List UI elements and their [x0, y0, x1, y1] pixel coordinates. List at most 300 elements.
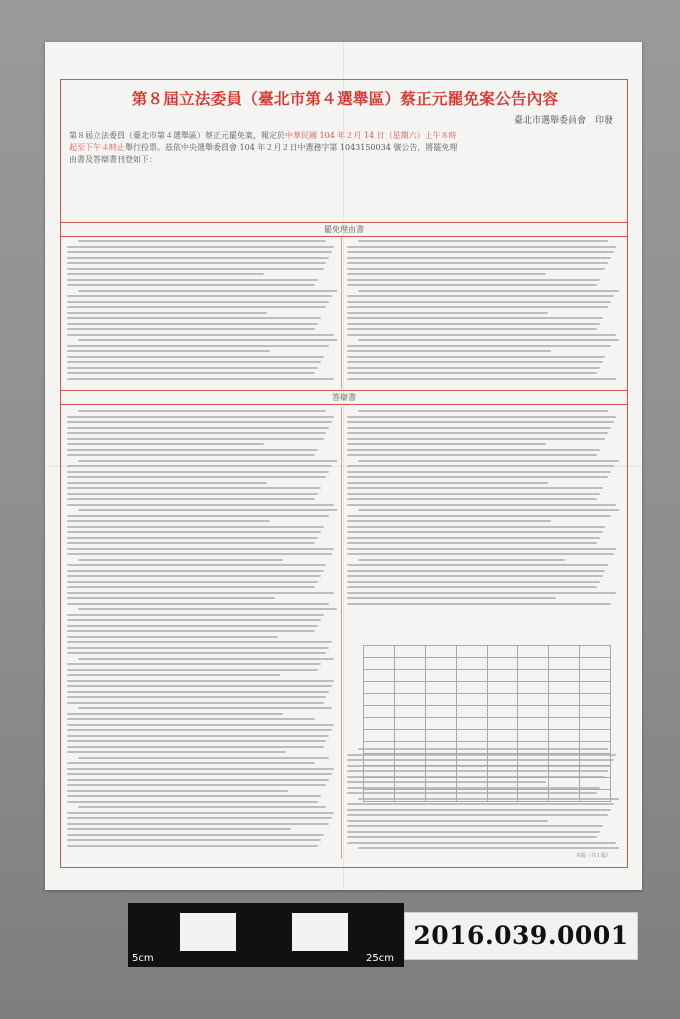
small-print-line [347, 246, 616, 248]
table-cell [580, 682, 611, 694]
table-cell [518, 718, 549, 730]
small-print-line [67, 427, 329, 429]
small-print-line [67, 443, 264, 445]
small-print-line [347, 268, 605, 270]
table-cell [425, 778, 456, 790]
small-print-line [67, 356, 324, 358]
small-print-line [67, 312, 267, 314]
small-print-line [67, 619, 321, 621]
small-print-line [67, 652, 326, 654]
small-print-line [78, 707, 332, 709]
table-row [364, 730, 611, 742]
small-print-line [67, 570, 324, 572]
small-print-line [67, 773, 332, 775]
table-cell [580, 646, 611, 658]
table-cell [425, 766, 456, 778]
recall-reasons-left-column [67, 240, 337, 388]
scale-segment [292, 913, 348, 951]
table-cell [456, 658, 487, 670]
announcement-sheet [45, 42, 642, 890]
small-print-line [67, 691, 329, 693]
table-cell [487, 658, 518, 670]
small-print-line [67, 361, 321, 363]
table-cell [487, 754, 518, 766]
small-print-line [67, 614, 324, 616]
table-cell [580, 694, 611, 706]
table-row [364, 766, 611, 778]
table-cell [580, 706, 611, 718]
small-print-line [347, 454, 597, 456]
table-cell [425, 718, 456, 730]
table-cell [518, 730, 549, 742]
small-print-line [67, 301, 329, 303]
table-cell [580, 658, 611, 670]
small-print-line [67, 465, 332, 467]
table-cell [425, 706, 456, 718]
table-cell [364, 790, 395, 802]
small-print-line [347, 421, 614, 423]
table-cell [394, 682, 425, 694]
small-print-line [347, 597, 556, 599]
small-print-line [67, 421, 332, 423]
small-print-line [347, 842, 616, 844]
document-title: 第８屆立法委員（臺北市第４選舉區）蔡正元罷免案公告內容 [131, 89, 559, 108]
small-print-line [67, 449, 318, 451]
small-print-line [347, 262, 608, 264]
small-print-line [67, 581, 318, 583]
small-print-line [347, 592, 616, 594]
small-print-line [347, 603, 611, 605]
table-cell [580, 778, 611, 790]
small-print-line [347, 476, 608, 478]
small-print-line [67, 663, 321, 665]
small-print-line [67, 817, 332, 819]
small-print-line [67, 438, 324, 440]
column-divider-2 [341, 407, 342, 859]
section-heading-recall-reasons: 罷免理由書 [61, 222, 627, 237]
small-print-line [347, 372, 597, 374]
table-cell [394, 730, 425, 742]
table-row [364, 706, 611, 718]
small-print-line [67, 334, 334, 336]
small-print-line [347, 581, 600, 583]
small-print-line [67, 432, 326, 434]
small-print-line [347, 323, 600, 325]
table-cell [456, 718, 487, 730]
small-print-line [78, 240, 326, 242]
publisher-line: 臺北市選舉委員會 印發 [513, 116, 613, 126]
small-print-line [67, 345, 329, 347]
small-print-line [347, 334, 616, 336]
small-print-line [67, 762, 315, 764]
small-print-line [67, 471, 329, 473]
small-print-line [67, 246, 334, 248]
table-row [364, 658, 611, 670]
table-cell [364, 718, 395, 730]
small-print-line [347, 814, 608, 816]
small-print-line [67, 504, 334, 506]
small-print-line [67, 790, 288, 792]
table-cell [364, 706, 395, 718]
table-cell [549, 730, 580, 742]
small-print-line [347, 482, 548, 484]
small-print-line [67, 828, 291, 830]
small-print-line [67, 740, 326, 742]
small-print-line [347, 831, 600, 833]
small-print-line [358, 559, 565, 561]
small-print-line [67, 735, 329, 737]
small-print-line [67, 779, 329, 781]
table-cell [364, 754, 395, 766]
table-cell [487, 646, 518, 658]
small-print-line [67, 812, 334, 814]
small-print-line [347, 471, 611, 473]
small-print-line [67, 564, 326, 566]
table-cell [549, 658, 580, 670]
table-cell [518, 766, 549, 778]
small-print-line [67, 751, 286, 753]
small-print-line [347, 836, 597, 838]
small-print-line [347, 575, 603, 577]
small-print-line [67, 795, 321, 797]
table-cell [487, 778, 518, 790]
notice-time-red: 起至下午４時止 [69, 143, 125, 152]
small-print-line [67, 531, 321, 533]
small-print-line [67, 680, 334, 682]
small-print-line [78, 608, 337, 610]
table-cell [394, 706, 425, 718]
table-cell [518, 742, 549, 754]
small-print-line [67, 823, 329, 825]
small-print-line [67, 542, 315, 544]
recall-reasons-right-column [347, 240, 619, 388]
table-cell [549, 694, 580, 706]
small-print-line [67, 268, 324, 270]
table-cell [425, 742, 456, 754]
small-print-line [347, 820, 548, 822]
small-print-line [347, 515, 611, 517]
small-print-line [67, 454, 315, 456]
table-cell [456, 646, 487, 658]
table-cell [425, 790, 456, 802]
notice-text-1: 第８屆立法委員（臺北市第４選舉區）蔡正元罷免案，報定於 [69, 131, 285, 140]
table-cell [425, 694, 456, 706]
table-cell [394, 718, 425, 730]
table-cell [364, 742, 395, 754]
small-print-line [78, 806, 326, 808]
table-cell [487, 742, 518, 754]
scale-segment [236, 913, 292, 951]
table-cell [456, 730, 487, 742]
small-print-line [67, 592, 334, 594]
small-print-line [347, 520, 551, 522]
small-print-line [347, 542, 597, 544]
small-print-line [67, 685, 332, 687]
small-print-line [67, 273, 264, 275]
small-print-line [347, 317, 603, 319]
small-print-line [67, 548, 334, 550]
small-print-line [347, 493, 600, 495]
table-cell [549, 682, 580, 694]
table-cell [518, 694, 549, 706]
small-print-line [67, 839, 321, 841]
small-print-line [347, 548, 616, 550]
small-print-line [67, 630, 315, 632]
small-print-line [347, 449, 600, 451]
small-print-line [78, 658, 335, 660]
table-cell [518, 706, 549, 718]
small-print-line [67, 801, 318, 803]
table-cell [394, 766, 425, 778]
small-print-line [347, 345, 611, 347]
table-cell [456, 778, 487, 790]
small-print-line [67, 515, 329, 517]
small-print-line [347, 301, 611, 303]
table-cell [487, 670, 518, 682]
small-print-line [67, 575, 321, 577]
red-border-frame [60, 79, 628, 868]
table-cell [364, 670, 395, 682]
table-cell [456, 670, 487, 682]
small-print-line [358, 240, 608, 242]
small-print-line [347, 526, 605, 528]
small-print-line [67, 696, 326, 698]
small-print-line [347, 586, 597, 588]
small-print-line [67, 526, 324, 528]
scale-segment [128, 913, 180, 951]
small-print-line [67, 713, 283, 715]
table-cell [487, 706, 518, 718]
table-cell [549, 718, 580, 730]
table-cell [364, 682, 395, 694]
table-row [364, 742, 611, 754]
small-print-line [67, 367, 318, 369]
small-print-line [347, 312, 548, 314]
table-cell [425, 670, 456, 682]
table-cell [456, 766, 487, 778]
table-cell [487, 718, 518, 730]
small-print-line [67, 553, 332, 555]
measurement-scale-bar [128, 903, 404, 967]
small-print-line [67, 350, 270, 352]
table-cell [580, 790, 611, 802]
table-cell [394, 790, 425, 802]
table-cell [549, 790, 580, 802]
small-print-line [67, 378, 334, 380]
table-cell [364, 658, 395, 670]
small-print-line [67, 262, 326, 264]
small-print-line [347, 328, 597, 330]
small-print-line [67, 834, 324, 836]
small-print-line [347, 498, 597, 500]
small-print-line [358, 410, 608, 412]
small-print-line [358, 509, 619, 511]
table-cell [580, 742, 611, 754]
small-print-line [347, 443, 546, 445]
scale-label-left: 5cm [132, 953, 154, 964]
page-note: 本版（共１版） [575, 853, 611, 859]
small-print-line [67, 306, 326, 308]
table-cell [425, 658, 456, 670]
small-print-line [347, 438, 605, 440]
small-print-line [347, 427, 611, 429]
small-print-line [347, 487, 603, 489]
small-print-line [347, 350, 551, 352]
small-print-line [67, 323, 318, 325]
table-cell [394, 694, 425, 706]
table-row [364, 718, 611, 730]
table-cell [518, 670, 549, 682]
table-cell [518, 658, 549, 670]
table-cell [518, 646, 549, 658]
table-cell [364, 646, 395, 658]
table-cell [456, 706, 487, 718]
table-cell [518, 754, 549, 766]
table-cell [580, 670, 611, 682]
small-print-line [67, 603, 329, 605]
small-print-line [67, 669, 318, 671]
table-cell [394, 778, 425, 790]
small-print-line [347, 295, 614, 297]
small-print-line [347, 553, 614, 555]
table-cell [364, 730, 395, 742]
table-cell [364, 694, 395, 706]
table-cell [549, 646, 580, 658]
small-print-line [67, 641, 332, 643]
small-print-line [347, 432, 608, 434]
table-cell [394, 754, 425, 766]
small-print-line [78, 757, 329, 759]
table-cell [425, 646, 456, 658]
table-cell [394, 670, 425, 682]
small-print-line [67, 718, 315, 720]
small-print-line [67, 487, 321, 489]
table-cell [394, 742, 425, 754]
small-print-line [67, 729, 332, 731]
small-print-line [67, 768, 334, 770]
table-cell [549, 754, 580, 766]
small-print-line [347, 803, 614, 805]
table-row [364, 694, 611, 706]
table-cell [549, 706, 580, 718]
small-print-line [67, 724, 334, 726]
table-cell [394, 646, 425, 658]
table-cell [394, 658, 425, 670]
defense-left-column [67, 410, 337, 855]
small-print-line [358, 847, 619, 849]
small-print-line [67, 636, 278, 638]
table-row [364, 682, 611, 694]
small-print-line [347, 809, 611, 811]
small-print-line [67, 251, 332, 253]
small-print-line [347, 504, 616, 506]
table-cell [518, 682, 549, 694]
table-cell [549, 766, 580, 778]
small-print-line [67, 295, 332, 297]
notice-paragraph [69, 130, 617, 166]
scale-segment [348, 913, 404, 951]
small-print-line [347, 570, 605, 572]
table-cell [425, 730, 456, 742]
small-print-line [67, 702, 324, 704]
small-print-line [67, 498, 315, 500]
small-print-line [67, 482, 267, 484]
table-cell [364, 766, 395, 778]
table-cell [518, 790, 549, 802]
small-print-line [67, 493, 318, 495]
small-print-line [347, 284, 597, 286]
table-cell [487, 682, 518, 694]
small-print-line [347, 531, 603, 533]
small-print-line [347, 367, 600, 369]
table-cell [456, 790, 487, 802]
table-cell [580, 754, 611, 766]
small-print-line [67, 284, 315, 286]
table-row [364, 670, 611, 682]
table-cell [580, 730, 611, 742]
table-cell [364, 778, 395, 790]
small-print-line [347, 273, 546, 275]
table-cell [425, 754, 456, 766]
defense-right-column-top [347, 410, 619, 608]
small-print-line [347, 416, 616, 418]
small-print-line [78, 410, 326, 412]
small-print-line [78, 339, 337, 341]
section-heading-defense: 答辯書 [61, 390, 627, 405]
small-print-line [67, 597, 275, 599]
table-row [364, 646, 611, 658]
small-print-line [67, 328, 315, 330]
small-print-line [67, 674, 280, 676]
small-print-line [347, 361, 603, 363]
notice-text-2: 舉行投票。茲依中央選舉委員會 104 年２月２日中選務字第 1043150034 號公告，將罷免理 [125, 143, 458, 152]
small-print-line [347, 251, 614, 253]
small-print-line [358, 339, 619, 341]
small-print-line [67, 586, 315, 588]
table-cell [456, 754, 487, 766]
small-print-line [347, 257, 611, 259]
small-print-line [67, 476, 326, 478]
table-cell [580, 718, 611, 730]
table-cell [487, 766, 518, 778]
notice-date-red: 中華民國 104 年２月 14 日（星期六）上午８時 [285, 131, 457, 140]
table-cell [487, 790, 518, 802]
small-print-line [67, 845, 318, 847]
small-print-line [347, 356, 605, 358]
small-print-line [358, 290, 619, 292]
table-cell [456, 694, 487, 706]
small-print-line [67, 537, 318, 539]
small-print-line [67, 784, 326, 786]
notice-text-3: 由書及答辯書刊登如下： [69, 155, 157, 164]
small-print-line [347, 378, 616, 380]
small-print-line [347, 465, 614, 467]
small-print-line [67, 279, 318, 281]
small-print-line [78, 559, 283, 561]
small-print-line [358, 460, 619, 462]
table-cell [425, 682, 456, 694]
table-cell [487, 730, 518, 742]
small-print-line [347, 306, 608, 308]
statistics-table [363, 645, 611, 802]
table-cell [456, 742, 487, 754]
table-cell [456, 682, 487, 694]
small-print-line [67, 257, 329, 259]
small-print-line [78, 509, 337, 511]
small-print-line [67, 625, 318, 627]
small-print-line [67, 372, 315, 374]
small-print-line [347, 537, 600, 539]
